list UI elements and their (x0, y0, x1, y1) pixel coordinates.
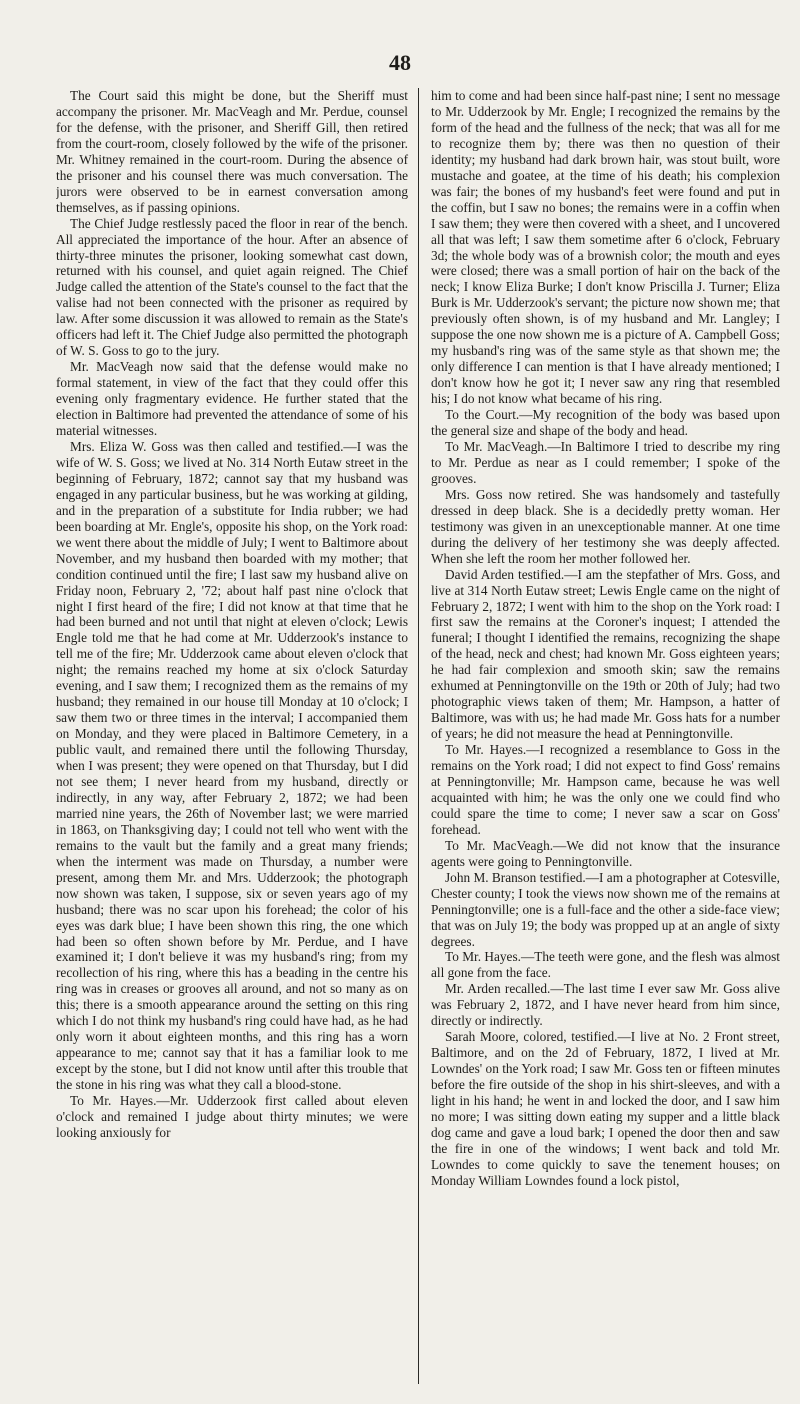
paragraph: him to come and had been since half-past nine; I sent no message to Mr. Udderzook by Mr. Engle; I recognized the remains by the form of the head and the fullness of the neck; that was all for me to recognize them by; there was then no question of their identity; my husband had dark brown hair, was stout built, wore mustache and goatee, at the time of his death; his complexion was fair; the bones of my husband's feet were found and put in the coffin, but I saw no bones; the remains were in a coffin when I saw them; they were then covered with a sheet, and I uncovered all that was left; I saw them sometime after 6 o'clock, February 3d; the whole body was of a brownish color; the mouth and eyes were closed; there was a small portion of hair on the back of the neck; I know Eliza Burke; I don't know Priscilla J. Turner; Eliza Burk is Mr. Udderzook's servant; the picture now shown me; that previously often shown, is of my husband and Mr. Langley; I suppose the one now shown me is a picture of A. Campbell Goss; my husband's ring was of the same style as that shown me; the only difference I can mention is that I have already mentioned; I don't know how he got it; I never saw any ring that resembled his; I do not know what became of his ring. (431, 88, 780, 407)
page-number: 48 (389, 50, 411, 75)
paragraph: To the Court.—My recognition of the body was based upon the general size and shape of the body and head. (431, 407, 780, 439)
paragraph: Mrs. Goss now retired. She was handsomely and tastefully dressed in deep black. She is a decidedly pretty woman. Her testimony was given in an unexceptionable manner. At one time during the delivery of her testimony she was deeply affected. When she left the room her mother followed her. (431, 486, 780, 566)
paragraph: John M. Branson testified.—I am a photographer at Cotesville, Chester county; I took the views now shown me of the remains at Penningtonville; one is a full-face and the other a side-face view; that was on July 19; the body was propped up at an angle of sixty degrees. (431, 869, 780, 949)
paragraph: Mr. MacVeagh now said that the defense would make no formal statement, in view of the fact that they could offer this evening only fragmentary evidence. He further stated that the election in Baltimore had prevented the attendance of some of his material witnesses. (56, 359, 408, 439)
paragraph: To Mr. Hayes.—Mr. Udderzook first called about eleven o'clock and remained I judge about thirty minutes; we were looking anxiously for (56, 1093, 408, 1140)
paragraph: To Mr. Hayes.—I recognized a resemblance to Goss in the remains on the York road; I did not expect to find Goss' remains at Penningtonville; Mr. Hampson came, because he was well acquainted with him; he was the only one we could find who could spare the time to come; I never saw a scar on Goss' forehead. (431, 742, 780, 837)
paragraph: To Mr. Hayes.—The teeth were gone, and the flesh was almost all gone from the face. (431, 949, 780, 981)
paragraph: Mrs. Eliza W. Goss was then called and testified.—I was the wife of W. S. Goss; we lived at No. 314 North Eutaw street in the beginning of February, 1872; cannot say that my husband was engaged in any particular business, but he was working at gilding, and in the preparation of a substitute for India rubber; we had been boarding at Mr. Engle's, opposite his shop, on the York road: we went there about the middle of July; I went to Baltimore about November, and my husband then boarded with my mother; that condition continued until the fire; I last saw my husband alive on Friday noon, February 2, '72; about half past nine o'clock that night I first heard of the fire; I did not know at that time that he had been burned and not until that night at eleven o'clock; Lewis Engle told me that he had come at Mr. Udderzook's instance to tell me of the fire; Mr. Udderzook came about eleven o'clock that night; the remains reached my home at six o'clock Saturday evening, and I saw them; I recognized them as the remains of my husband; they remained in our house till Monday at 10 o'clock; I saw them two or three times in the interval; I accompanied them on Monday, and they were placed in Baltimore Cemetery, in a public vault, and remained there until the following Thursday, when I was present; they were opened on that Thursday, but I did not see them; I never heard from my husband, directly or indirectly, in any way, after February 2, 1872; we had been married nine years, the 26th of November last; we were married in 1863, on Thanksgiving day; I could not tell who went with the remains to the vault but the family and a great many friends; when the interment was made on Thursday, a number were present, among them Mr. and Mrs. Udderzook; the photograph now shown was taken, I suppose, six or seven years ago of my husband; there was no scar upon his forehead; the color of his eyes was dark blue; I have been shown this ring, the one which had been so often shown before by Mr. Perdue, and I have examined it; I don't believe it was my husband's ring; from my recollection of his ring, where this has a beading in the centre his ring was in creases or grooves all around, and not so many as on this; there is a smooth appearance around the setting on this ring which I do not think my husband's ring could have had, as he had only worn it about eighteen months, and this ring has a worn appearance to me; cannot say that it has a familiar look to me except by the stone, but I did not know until after this trouble that the stone in his ring was what they call a blood-stone. (56, 438, 408, 1093)
paragraph: To Mr. MacVeagh.—In Baltimore I tried to describe my ring to Mr. Perdue as near as I could remember; I spoke of the grooves. (431, 438, 780, 486)
paragraph: To Mr. MacVeagh.—We did not know that the insurance agents were going to Penningtonville. (431, 837, 780, 869)
paragraph: The Court said this might be done, but the Sheriff must accompany the prisoner. Mr. MacVeagh and Mr. Perdue, counsel for the defense, with the prisoner, and Sheriff Gill, then retired from the court-room, closely followed by the wife of the prisoner. Mr. Whitney remained in the court-room. During the absence of the prisoner and his counsel there was much conversation. The jurors were observed to be in earnest conversation among themselves, as if passing opinions. (56, 88, 408, 215)
left-column (56, 88, 418, 1384)
text-columns (56, 88, 780, 1384)
right-column (418, 88, 780, 1384)
paragraph: Mr. Arden recalled.—The last time I ever saw Mr. Goss alive was February 2, 1872, and I have never heard from him since, directly or indirectly. (431, 981, 780, 1029)
paragraph: David Arden testified.—I am the stepfather of Mrs. Goss, and live at 314 North Eutaw street; Lewis Engle came on the night of February 2, 1872; I went with him to the shop on the York road: I first saw the remains at the Coroner's inquest; I attended the funeral; I thought I identified the remains, recognizing the shape of the head, neck and chest; had known Mr. Goss eighteen years; he had fair complexion and smooth skin; saw the remains exhumed at Penningtonville on the 19th or 20th of July; had two photographic views taken of them; Mr. Hampson, a hatter of Baltimore, was with us; he had made Mr. Goss hats for a number of years; he did not measure the head at Penningtonville. (431, 566, 780, 742)
paragraph: Sarah Moore, colored, testified.—I live at No. 2 Front street, Baltimore, and on the 2d of February, 1872, I lived at Mr. Lowndes' on the York road; I saw Mr. Goss ten or fifteen minutes before the fire outside of the shop in his shirt-sleeves, and with a light in his hand; he went in and locked the door, and I saw him no more; I was sitting down eating my supper and a little black dog came and gave a loud bark; I opened the door then and saw the fire in one of the windows; I went back and told Mr. Lowndes to come quickly to save the tenement houses; on Monday William Lowndes found a lock pistol, (431, 1029, 780, 1188)
paragraph: The Chief Judge restlessly paced the floor in rear of the bench. All appreciated the importance of the hour. After an absence of thirty-three minutes the prisoner, looking somewhat cast down, returned with his counsel, and quiet again reigned. The Chief Judge called the attention of the State's counsel to the fact that the valise had not been connected with the prisoner as required by law. After some discussion it was allowed to remain as the State's officers had left it. The Chief Judge also permitted the photograph of W. S. Goss to go to the jury. (56, 215, 408, 359)
